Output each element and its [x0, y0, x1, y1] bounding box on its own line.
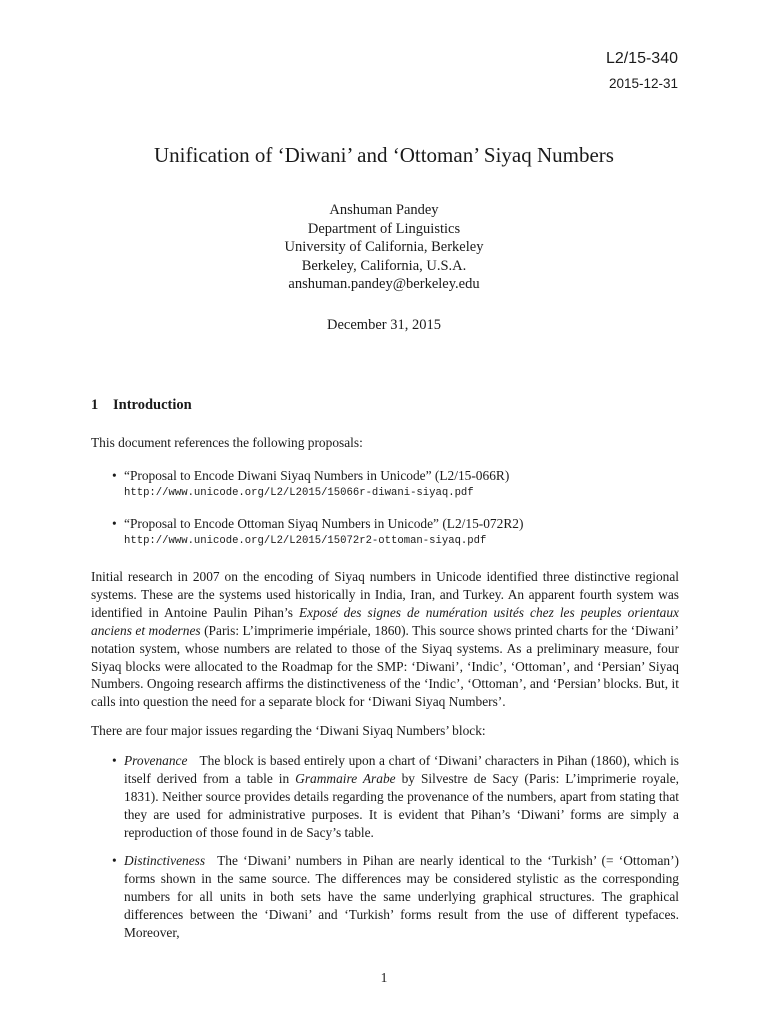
issue-term: Provenance [124, 753, 188, 768]
publication-date: December 31, 2015 [327, 317, 441, 333]
paragraph-text: (Paris: L’imprimerie impériale, 1860). This source shows printed charts for the ‘Diwani’ notation system, whose numbers are related to those of the Siyaq systems. As a preliminary measure, four Siyaq blocks were allocated to the Roadmap for the SMP: ‘Diwani’, ‘Indic’, ‘Ottoman’, and ‘Persian’ Siyaq Numbers. Ongoing research affirms the distinctiveness of the ‘Indic’, ‘Ottoman’, and ‘Persian’ blocks. But, it calls into question the need for a separate block for ‘Diwani Siyaq Numbers’. [91, 622, 679, 710]
section-number: 1 [91, 397, 99, 413]
source-title: Exposé des signes de numération usités chez les peuples orientaux anciens et modernes [91, 604, 679, 638]
author-name: Anshuman Pandey [329, 202, 439, 218]
document-date: 2015-12-31 [608, 76, 678, 91]
section-heading [91, 397, 192, 414]
proposal-item [112, 467, 679, 501]
author-block [0, 201, 768, 294]
proposal-title: “Proposal to Encode Diwani Siyaq Numbers in Unicode” (L2/15-066R) [124, 468, 510, 483]
proposal-item [112, 515, 679, 549]
research-paragraph [91, 568, 679, 711]
issue-text: The ‘Diwani’ numbers in Pihan are nearly identical to the ‘Turkish’ (= ‘Ottoman’) forms shown in the same source. The differences may be considered stylistic as the corresponding numbers for all units in both sets have the same underlying graphical structures. The graphical differences between the ‘Diwani’ and ‘Turkish’ forms result from the use of different typefaces. Moreover, [124, 853, 679, 940]
page-number: 1 [380, 970, 388, 985]
section-title: Introduction [113, 397, 192, 413]
issue-term: Distinctiveness [124, 853, 206, 868]
paragraph-text: Initial research in 2007 on the encoding of Siyaq numbers in Unicode identified three distinctive regional systems. These are the systems used historically in India, Iran, and Turkey. An apparent fourth system was identified in Antoine Paulin Pihan’s [91, 569, 679, 620]
issue-text: The block is based entirely upon a chart of ‘Diwani’ characters in Pihan (1860), which is itself derived from a table in [124, 753, 679, 786]
proposal-url[interactable]: http://www.unicode.org/L2/L2015/15066r-diwani-siyaq.pdf [124, 486, 474, 499]
proposal-title: “Proposal to Encode Ottoman Siyaq Numbers in Unicode” (L2/15-072R2) [124, 516, 524, 531]
document-number: L2/15-340 [605, 50, 678, 67]
issues-intro-paragraph: There are four major issues regarding the ‘Diwani Siyaq Numbers’ block: [91, 723, 486, 738]
author-university: University of California, Berkeley [284, 239, 484, 255]
issue-item [112, 852, 679, 942]
bullet-icon: • [112, 468, 117, 483]
intro-paragraph: This document references the following proposals: [91, 435, 363, 450]
author-email: anshuman.pandey@berkeley.edu [288, 276, 480, 292]
bullet-icon: • [112, 853, 117, 868]
source-title: Grammaire Arabe [295, 770, 396, 786]
author-location: Berkeley, California, U.S.A. [301, 257, 467, 274]
issue-item [112, 752, 679, 842]
bullet-icon: • [112, 753, 117, 768]
author-department: Department of Linguistics [307, 220, 461, 237]
proposal-url[interactable]: http://www.unicode.org/L2/L2015/15072r2-ottoman-siyaq.pdf [124, 534, 487, 547]
paper-title: Unification of ‘Diwani’ and ‘Ottoman’ Siyaq Numbers [154, 143, 614, 167]
bullet-icon: • [112, 516, 117, 531]
issue-text: by Silvestre de Sacy (Paris: L’imprimerie royale, 1831). Neither source provides details regarding the provenance of the numbers, apart from stating that they are used for administrative purposes. It is evident that Pihan’s ‘Diwani’ forms are simply a reproduction of those found in de Sacy’s table. [124, 770, 679, 840]
